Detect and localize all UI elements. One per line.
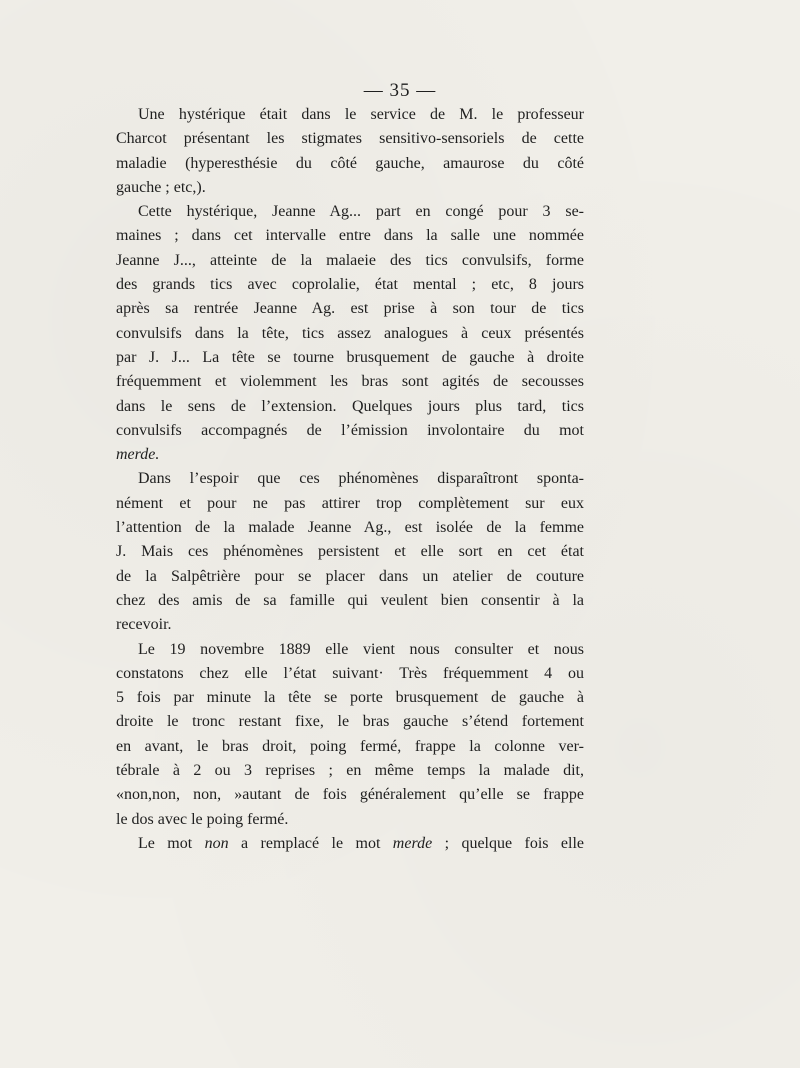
text-line: de la Salpêtrière pour se placer dans un atelier de couture (116, 567, 584, 585)
text-line: en avant, le bras droit, poing fermé, frappe la colonne ver- (116, 737, 584, 755)
text-line: des grands tics avec coprolalie, état mental ; etc, 8 jours (116, 276, 584, 294)
text-line: 5 fois par minute la tête se porte brusquement de gauche à (116, 689, 584, 707)
italic-word: merde. (116, 446, 160, 464)
text-line (116, 835, 584, 859)
text-line: Une hystérique était dans le service de M. le professeur (138, 106, 584, 123)
italic-word: non (204, 834, 229, 852)
page-number: — 35 — (363, 80, 437, 101)
text-line: nément et pour ne pas attirer trop complètement sur eux (116, 494, 584, 512)
text-segment: ; quelque fois elle (432, 834, 584, 852)
text-line: recevoir. (116, 616, 172, 634)
text-line: chez des amis de sa famille qui veulent bien consentir à la (116, 591, 584, 609)
text-line: maladie (hyperesthésie du côté gauche, amaurose du côté (116, 154, 584, 172)
text-line: fréquemment et violemment les bras sont agités de secousses (116, 373, 584, 391)
text-line: «non,non, non, »autant de fois généralement qu’elle se frappe (116, 786, 584, 804)
text-line: constatons chez elle l’état suivant· Très fréquemment 4 ou (116, 664, 584, 682)
text-line: convulsifs dans la tête, tics assez analogues à ceux présentés (116, 324, 584, 342)
text-line: Charcot présentant les stigmates sensitivo-sensoriels de cette (116, 130, 584, 148)
text-line: J. Mais ces phénomènes persistent et elle sort en cet état (116, 543, 584, 561)
text-line: droite le tronc restant fixe, le bras gauche s’étend fortement (116, 713, 584, 731)
text-line: après sa rentrée Jeanne Ag. est prise à son tour de tics (116, 300, 584, 318)
text-line: le dos avec le poing fermé. (116, 810, 289, 828)
text-segment: a remplacé le mot (228, 834, 393, 852)
text-line: par J. J... La tête se tourne brusquement de gauche à droite (116, 348, 584, 366)
body-text (116, 106, 584, 859)
text-segment: Le mot (138, 834, 205, 852)
text-line: Cette hystérique, Jeanne Ag... part en congé pour 3 se- (138, 203, 584, 221)
text-line: convulsifs accompagnés de l’émission involontaire du mot (116, 421, 584, 439)
text-line: Dans l’espoir que ces phénomènes disparaîtront sponta- (138, 470, 584, 488)
text-line: tébrale à 2 ou 3 reprises ; en même temps la malade dit, (116, 762, 584, 780)
text-line: maines ; dans cet intervalle entre dans la salle une nommée (116, 227, 584, 245)
text-line: gauche ; etc,). (116, 178, 206, 196)
italic-word: merde (392, 834, 433, 852)
text-line: dans le sens de l’extension. Quelques jours plus tard, tics (116, 397, 584, 415)
text-line (116, 446, 584, 470)
text-line: Jeanne J..., atteinte de la malaeie des tics convulsifs, forme (116, 251, 584, 269)
text-line: l’attention de la malade Jeanne Ag., est isolée de la femme (116, 519, 584, 537)
text-line: Le 19 novembre 1889 elle vient nous consulter et nous (138, 640, 584, 658)
